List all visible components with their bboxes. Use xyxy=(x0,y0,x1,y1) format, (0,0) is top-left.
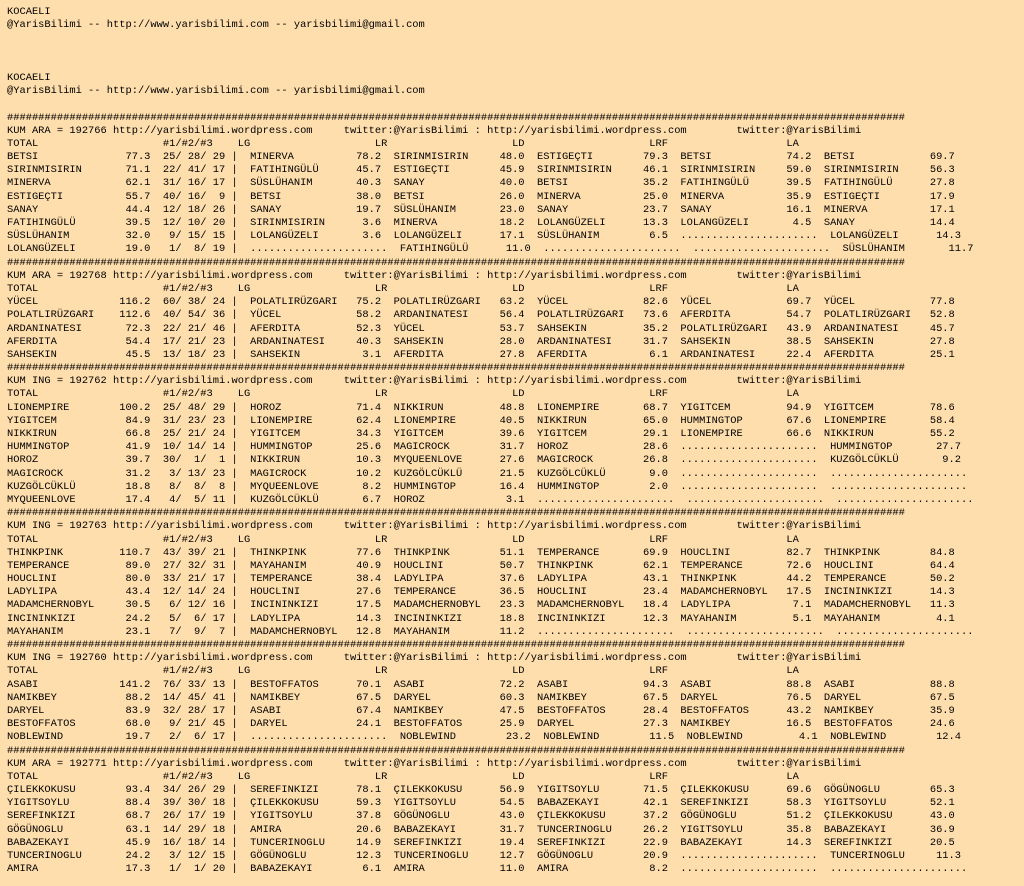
result-row: BETSI 77.3 25/ 28/ 29 | MINERVA 78.2 SIRINMISIRIN 48.0 ESTIGEÇTI 79.3 BETSI 74.2 BETSI 69.7 xyxy=(7,151,955,164)
column-header-line: TOTAL #1/#2/#3 LG LR LD LRF LA xyxy=(7,137,799,150)
race-header-line: KUM ARA = 192768 http://yarisbilimi.wordpress.com twitter:@YarisBilimi : http://yarisbilimi.wordpress.com twitter:@YarisBilimi xyxy=(7,269,862,282)
blank-line xyxy=(7,32,1024,45)
blank-line xyxy=(7,46,1024,59)
result-row: SANAY 44.4 12/ 18/ 26 | SANAY 19.7 SÜSLÜHANIM 23.0 SANAY 23.7 SANAY 16.1 MINERVA 17.1 xyxy=(7,203,955,216)
race-header-line: KUM ING = 192763 http://yarisbilimi.wordpress.com twitter:@YarisBilimi : http://yarisbilimi.wordpress.com twitter:@YarisBilimi xyxy=(7,520,862,533)
result-row: BABAZEKAYI 45.9 16/ 18/ 14 | TUNCERINOGLU 14.9 SEREFINKIZI 19.4 SEREFINKIZI 22.9 BABAZEKAYI 14.3 SEREFINKIZI 20.5 xyxy=(7,836,955,849)
result-row: YIGITSOYLU 88.4 39/ 30/ 18 | ÇILEKKOKUSU 59.3 YIGITSOYLU 54.5 BABAZEKAYI 42.1 SEREFINKIZI 58.3 YIGITSOYLU 52.1 xyxy=(7,797,955,810)
column-header-line: TOTAL #1/#2/#3 LG LR LD LRF LA xyxy=(7,282,799,295)
separator-line: ################################################################################################################################################ xyxy=(7,744,905,757)
race-header-line: KUM ING = 192760 http://yarisbilimi.wordpress.com twitter:@YarisBilimi : http://yarisbilimi.wordpress.com twitter:@YarisBilimi xyxy=(7,652,862,665)
result-row: KUZGÖLCÜKLÜ 18.8 8/ 8/ 8 | MYQUEENLOVE 8.2 HUMMINGTOP 16.4 HUMMINGTOP 2.0 ...................... ...................... xyxy=(7,480,968,493)
result-row: HOROZ 39.7 30/ 1/ 1 | NIKKIRUN 10.3 MYQUEENLOVE 27.6 MAGICROCK 26.8 ...................... KUZGÖLCÜKLÜ 9.2 xyxy=(7,454,962,467)
result-row: LADYLIPA 43.4 12/ 14/ 24 | HOUCLINI 27.6 TEMPERANCE 36.5 HOUCLINI 23.4 MADAMCHERNOBYL 17.5 INCININKIZI 14.3 xyxy=(7,586,955,599)
result-row: POLATLIRÜZGARI 112.6 40/ 54/ 36 | YÜCEL 58.2 ARDANINATESI 56.4 POLATLIRÜZGARI 73.6 AFERDITA 54.7 POLATLIRÜZGARI 52.8 xyxy=(7,309,955,322)
result-row: INCININKIZI 24.2 5/ 6/ 17 | LADYLIPA 14.3 INCININKIZI 18.8 INCININKIZI 12.3 MAYAHANIM 5.1 MAYAHANIM 4.1 xyxy=(7,612,955,625)
result-row: LIONEMPIRE 100.2 25/ 48/ 29 | HOROZ 71.4 NIKKIRUN 48.8 LIONEMPIRE 68.7 YIGITCEM 94.9 YIGITCEM 78.6 xyxy=(7,401,955,414)
separator-line: ################################################################################################################################################ xyxy=(7,256,905,269)
result-row: LOLANGÜZELI 19.0 1/ 8/ 19 | ...................... FATIHINGÜLÜ 11.0 ...................... ...................... SÜSLÜHANIM 11.7 xyxy=(7,243,974,256)
race-header-line: KUM ARA = 192766 http://yarisbilimi.wordpress.com twitter:@YarisBilimi : http://yarisbilimi.wordpress.com twitter:@YarisBilimi xyxy=(7,124,862,137)
result-row: ASABI 141.2 76/ 33/ 13 | BESTOFFATOS 70.1 ASABI 72.2 ASABI 94.3 ASABI 88.8 ASABI 88.8 xyxy=(7,678,955,691)
column-header-line: TOTAL #1/#2/#3 LG LR LD LRF LA xyxy=(7,665,799,678)
result-row: FATIHINGÜLÜ 39.5 12/ 10/ 20 | SIRINMISIRIN 3.6 MINERVA 18.2 LOLANGÜZELI 13.3 LOLANGÜZELI 4.5 SANAY 14.4 xyxy=(7,217,955,229)
city-title: KOCAELI xyxy=(7,6,51,18)
result-row: ÇILEKKOKUSU 93.4 34/ 26/ 29 | SEREFINKIZI 78.1 ÇILEKKOKUSU 56.9 YIGITSOYLU 71.5 ÇILEKKOKUSU 69.6 GÖGÜNOGLU 65.3 xyxy=(7,784,955,797)
result-row: GÖGÜNOGLU 63.1 14/ 29/ 18 | AMIRA 20.6 BABAZEKAYI 31.7 TUNCERINOGLU 26.2 YIGITSOYLU 35.8 BABAZEKAYI 36.9 xyxy=(7,823,955,836)
result-row: AFERDITA 54.4 17/ 21/ 23 | ARDANINATESI 40.3 SAHSEKIN 28.0 ARDANINATESI 31.7 SAHSEKIN 38.5 SAHSEKIN 27.8 xyxy=(7,335,955,348)
result-row: MADAMCHERNOBYL 30.5 6/ 12/ 16 | INCININKIZI 17.5 MADAMCHERNOBYL 23.3 MADAMCHERNOBYL 18.4 LADYLIPA 7.1 MADAMCHERNOBYL 11.3 xyxy=(7,599,955,612)
result-row: ESTIGEÇTI 55.7 40/ 16/ 9 | BETSI 38.0 BETSI 26.0 MINERVA 25.0 MINERVA 35.9 ESTIGEÇTI 17.9 xyxy=(7,190,955,203)
result-row: YIGITCEM 84.9 31/ 23/ 23 | LIONEMPIRE 62.4 LIONEMPIRE 40.5 NIKKIRUN 65.0 HUMMINGTOP 67.6 LIONEMPIRE 58.4 xyxy=(7,414,955,427)
result-row: THINKPINK 110.7 43/ 39/ 21 | THINKPINK 77.6 THINKPINK 51.1 TEMPERANCE 69.9 HOUCLINI 82.7 THINKPINK 84.8 xyxy=(7,546,955,559)
column-header-line: TOTAL #1/#2/#3 LG LR LD LRF LA xyxy=(7,533,799,546)
result-row: MAGICROCK 31.2 3/ 13/ 23 | MAGICROCK 10.2 KUZGÖLCÜKLÜ 21.5 KUZGÖLCÜKLÜ 9.0 ...................... ...................... xyxy=(7,467,968,480)
city-title: KOCAELI xyxy=(7,71,51,84)
contact-line: @YarisBilimi -- http://www.yarisbilimi.com -- yarisbilimi@gmail.com xyxy=(7,85,425,98)
result-row: NOBLEWIND 19.7 2/ 6/ 17 | ...................... NOBLEWIND 23.2 NOBLEWIND 11.5 NOBLEWIND 4.1 NOBLEWIND 12.4 xyxy=(7,731,962,744)
result-row: NIKKIRUN 66.8 25/ 21/ 24 | YIGITCEM 34.3 YIGITCEM 39.6 YIGITCEM 29.1 LIONEMPIRE 66.6 NIKKIRUN 55.2 xyxy=(7,428,955,440)
separator-line: ################################################################################################################################################ xyxy=(7,507,905,520)
blank-line xyxy=(7,59,1024,72)
contact-line: @YarisBilimi -- http://www.yarisbilimi.com -- yarisbilimi@gmail.com xyxy=(7,19,425,32)
result-row: HUMMINGTOP 41.9 10/ 14/ 14 | HUMMINGTOP 25.6 MAGICROCK 31.7 HOROZ 28.6 ...................... HUMMINGTOP 27.7 xyxy=(7,441,962,454)
blank-line xyxy=(7,98,1024,111)
column-header-line: TOTAL #1/#2/#3 LG LR LD LRF LA xyxy=(7,770,799,783)
column-header-line: TOTAL #1/#2/#3 LG LR LD LRF LA xyxy=(7,388,799,401)
result-row: NAMIKBEY 88.2 14/ 45/ 41 | NAMIKBEY 67.5 DARYEL 60.3 NAMIKBEY 67.5 DARYEL 76.5 DARYEL 67.5 xyxy=(7,691,955,704)
result-row: HOUCLINI 80.0 33/ 21/ 17 | TEMPERANCE 38.4 LADYLIPA 37.6 LADYLIPA 43.1 THINKPINK 44.2 TEMPERANCE 50.2 xyxy=(7,573,955,586)
separator-line: ################################################################################################################################################ xyxy=(7,111,905,124)
result-row: MYQUEENLOVE 17.4 4/ 5/ 11 | KUZGÖLCÜKLÜ 6.7 HOROZ 3.1 ...................... ...................... ...................... xyxy=(7,493,974,506)
separator-line: ################################################################################################################################################ xyxy=(7,362,905,375)
result-row: MINERVA 62.1 31/ 16/ 17 | SÜSLÜHANIM 40.3 SANAY 40.0 BETSI 35.2 FATIHINGÜLÜ 39.5 FATIHINGÜLÜ 27.8 xyxy=(7,177,955,190)
result-row: BESTOFFATOS 68.0 9/ 21/ 45 | DARYEL 24.1 BESTOFFATOS 25.9 DARYEL 27.3 NAMIKBEY 16.5 BESTOFFATOS 24.6 xyxy=(7,718,955,731)
result-row: SAHSEKIN 45.5 13/ 18/ 23 | SAHSEKIN 3.1 AFERDITA 27.8 AFERDITA 6.1 ARDANINATESI 22.4 AFERDITA 25.1 xyxy=(7,348,955,361)
race-header-line: KUM ARA = 192771 http://yarisbilimi.wordpress.com twitter:@YarisBilimi : http://yarisbilimi.wordpress.com twitter:@YarisBilimi xyxy=(7,757,862,770)
result-row: SÜSLÜHANIM 32.0 9/ 15/ 15 | LOLANGÜZELI 3.6 LOLANGÜZELI 17.1 SÜSLÜHANIM 6.5 ...................... LOLANGÜZELI 14.3 xyxy=(7,230,962,243)
result-row: YÜCEL 116.2 60/ 38/ 24 | POLATLIRÜZGARI 75.2 POLATLIRÜZGARI 63.2 YÜCEL 82.6 YÜCEL 69.7 YÜCEL 77.8 xyxy=(7,296,955,309)
result-row: TUNCERINOGLU 24.2 3/ 12/ 15 | GÖGÜNOGLU 12.3 TUNCERINOGLU 12.7 GÖGÜNOGLU 20.9 ...................... TUNCERINOGLU 11.3 xyxy=(7,850,962,862)
result-row: MAYAHANIM 23.1 7/ 9/ 7 | MADAMCHERNOBYL 12.8 MAYAHANIM 11.2 ...................... ...................... ...................... xyxy=(7,625,974,638)
result-row: ARDANINATESI 72.3 22/ 21/ 46 | AFERDITA 52.3 YÜCEL 53.7 SAHSEKIN 35.2 POLATLIRÜZGARI 43.9 ARDANINATESI 45.7 xyxy=(7,322,955,335)
result-row: AMIRA 17.3 1/ 1/ 20 | BABAZEKAYI 6.1 AMIRA 11.0 AMIRA 8.2 ...................... ...................... xyxy=(7,863,968,876)
race-header-line: KUM ING = 192762 http://yarisbilimi.wordpress.com twitter:@YarisBilimi : http://yarisbilimi.wordpress.com twitter:@YarisBilimi xyxy=(7,375,862,388)
result-row: SEREFINKIZI 68.7 26/ 17/ 19 | YIGITSOYLU 37.8 GÖGÜNOGLU 43.0 ÇILEKKOKUSU 37.2 GÖGÜNOGLU 51.2 ÇILEKKOKUSU 43.0 xyxy=(7,810,955,823)
separator-line: ################################################################################################################################################ xyxy=(7,639,905,651)
result-row: DARYEL 83.9 32/ 28/ 17 | ASABI 67.4 NAMIKBEY 47.5 BESTOFFATOS 28.4 BESTOFFATOS 43.2 NAMIKBEY 35.9 xyxy=(7,704,955,717)
result-row: SIRINMISIRIN 71.1 22/ 41/ 17 | FATIHINGÜLÜ 45.7 ESTIGEÇTI 45.9 SIRINMISIRIN 46.1 SIRINMISIRIN 59.0 SIRINMISIRIN 56.3 xyxy=(7,164,955,177)
result-row: TEMPERANCE 89.0 27/ 32/ 31 | MAYAHANIM 40.9 HOUCLINI 50.7 THINKPINK 62.1 TEMPERANCE 72.6 HOUCLINI 64.4 xyxy=(7,559,955,572)
